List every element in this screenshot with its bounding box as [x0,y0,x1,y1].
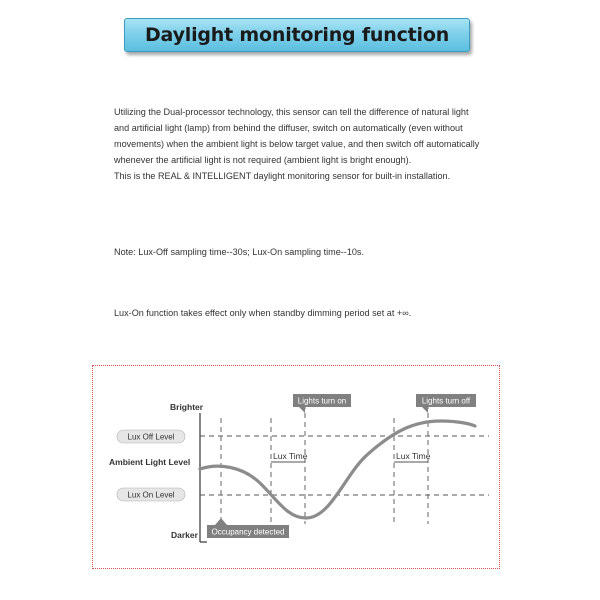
page-title-banner [124,18,470,52]
sampling-note: Note: Lux-Off sampling time--30s; Lux-On sampling time--10s. [114,247,365,257]
lights-turn-off-pointer [422,407,428,413]
ambient-light-label: Ambient Light Level [109,457,191,467]
lux-off-level-label: Lux Off Level [127,432,175,442]
daylight-diagram-frame [92,365,500,569]
lux-time-2-label: Lux Time [396,451,431,461]
page-title: Daylight monitoring function [144,24,450,46]
daylight-diagram [93,366,499,568]
intro-paragraph [114,104,486,184]
lux-time-1-label: Lux Time [273,451,308,461]
occupancy-detected-pointer [215,518,227,525]
lights-turn-on-pointer [299,407,305,413]
occupancy-detected-label: Occupancy detected [211,527,285,537]
intro-line-2: This is the REAL & INTELLIGENT daylight monitoring sensor for built-in installation. [114,171,451,181]
lux-on-level-label: Lux On Level [127,490,175,500]
lights-turn-off-label: Lights turn off [421,396,471,406]
darker-label: Darker [171,530,198,540]
lights-turn-on-label: Lights turn on [297,396,347,406]
intro-text: Utilizing the Dual-processor technology, this sensor can tell the difference of natural light and artificial light (lamp) from behind the diffuser, switch on automatically (even without movements) when the ambient light is below target value, and then switch off automatically whenever the artificial light is not required (ambient light is bright enough). [114,107,480,165]
lux-on-note: Lux-On function takes effect only when standby dimming period set at +∞. [114,308,412,318]
brighter-label: Brighter [170,402,204,412]
